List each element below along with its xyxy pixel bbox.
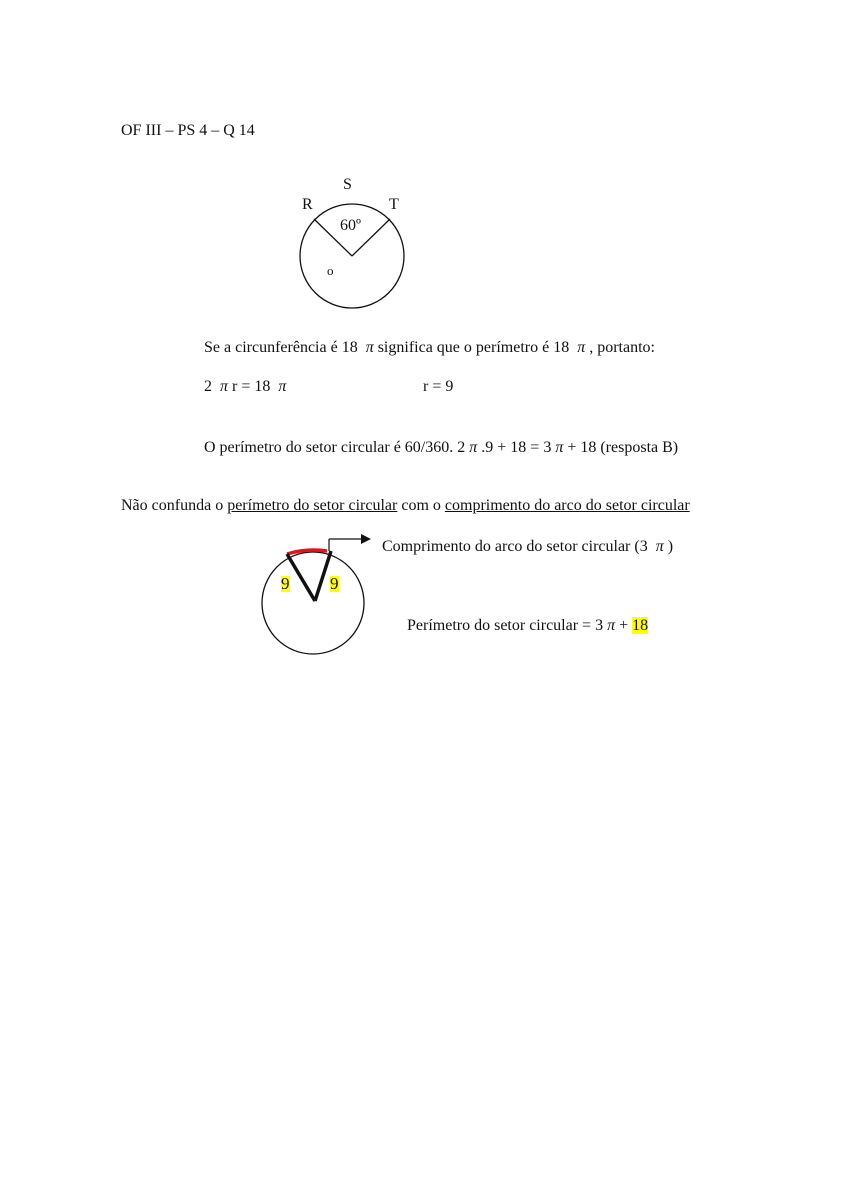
circle-figure-2 [262,552,364,654]
arc-highlight [287,550,327,554]
radius-left-bold [287,554,315,601]
label-angle: 60º [340,217,361,234]
term-arc-length: comprimento do arco do setor circular [444,497,690,514]
perimeter-label: Perímetro do setor circular = 3 π + 18 [407,617,649,634]
page-title: OF III – PS 4 – Q 14 [121,122,255,139]
label-center: o [327,263,334,278]
arrowhead-icon [361,534,371,544]
equation-line: 2 π r = 18 π [204,378,287,395]
explanation-line-1: Se a circunferência é 18 π significa que o perímetro é 18 π , portanto: [204,339,655,356]
radius-result: r = 9 [423,378,454,395]
explanation-line-3: O perímetro do setor circular é 60/360. 2 π .9 + 18 = 3 π + 18 (resposta B) [204,439,679,456]
arc-length-label: Comprimento do arco do setor circular (3 π ) [382,538,674,555]
label-radius-right: 9 [330,574,339,593]
label-r: R [302,196,313,213]
radius-right-bold [315,551,331,601]
label-t: T [389,196,399,213]
term-perimeter: perímetro do setor circular [227,497,398,514]
note-line: Não confunda o perímetro do setor circular com o comprimento do arco do setor circular [121,497,690,514]
label-radius-left: 9 [281,574,290,593]
label-s: S [343,176,352,193]
highlighted-18: 18 [632,617,649,634]
